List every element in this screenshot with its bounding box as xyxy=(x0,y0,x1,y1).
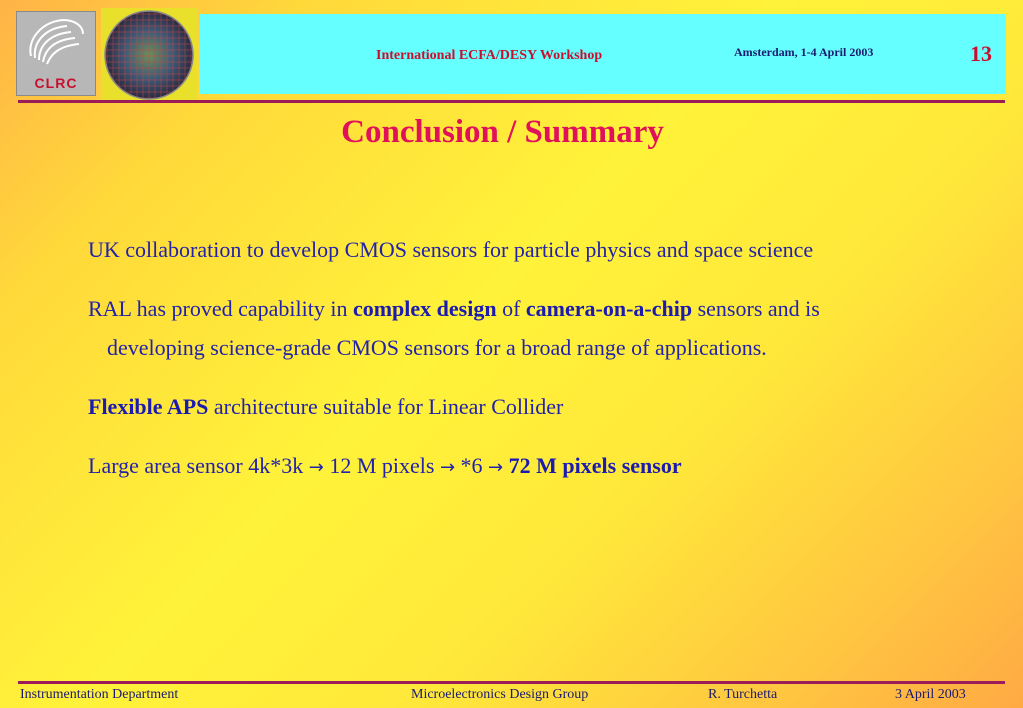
location-dates: Amsterdam, 1-4 April 2003 xyxy=(734,45,874,59)
bullet-4-text-b: 12 M pixels xyxy=(323,453,440,478)
bullet-2-text-c: sensors and is developing science-grade CMOS sensors for a broad range of applications. xyxy=(107,296,820,360)
bullet-item-2 xyxy=(88,289,908,367)
slide-number: 13 xyxy=(970,41,992,66)
workshop-title: International ECFA/DESY Workshop xyxy=(376,48,603,63)
bullet-3-text: architecture suitable for Linear Collider xyxy=(208,394,564,419)
bottom-divider xyxy=(18,681,1005,684)
bullet-3-emphasis: Flexible APS xyxy=(88,394,209,419)
bullet-4-emphasis: 72 M pixels sensor xyxy=(508,453,682,478)
silicon-wafer-image xyxy=(101,8,197,100)
header-band xyxy=(200,14,1006,94)
footer-author: R. Turchetta xyxy=(708,687,778,702)
arrow-right-icon: → xyxy=(439,457,456,478)
clrc-logo xyxy=(16,11,96,96)
arrow-right-icon: → xyxy=(488,457,504,478)
bullet-item-1: UK collaboration to develop CMOS sensors for particle physics and space science xyxy=(88,237,814,262)
bullet-2-emphasis-a: complex design xyxy=(352,296,497,321)
bullet-4-text-a: Large area sensor 4k*3k xyxy=(88,453,309,478)
arrow-right-icon: → xyxy=(308,457,324,478)
bullet-4-text-c: *6 xyxy=(455,453,489,478)
footer-group: Microelectronics Design Group xyxy=(411,687,589,702)
bullet-2-text-b: of xyxy=(496,296,526,321)
clrc-swirl-icon xyxy=(17,12,95,72)
footer-department: Instrumentation Department xyxy=(20,687,179,702)
clrc-logo-text: CLRC xyxy=(34,75,78,91)
bullet-item-4 xyxy=(88,446,908,487)
slide-title: Conclusion / Summary xyxy=(341,114,664,150)
bullet-2-emphasis-b: camera-on-a-chip xyxy=(525,296,693,321)
bullet-list xyxy=(88,230,908,507)
bullet-2-text-a: RAL has proved capability in xyxy=(88,296,353,321)
top-divider xyxy=(18,100,1005,103)
bullet-item-3 xyxy=(88,387,908,426)
footer-date: 3 April 2003 xyxy=(895,687,966,702)
